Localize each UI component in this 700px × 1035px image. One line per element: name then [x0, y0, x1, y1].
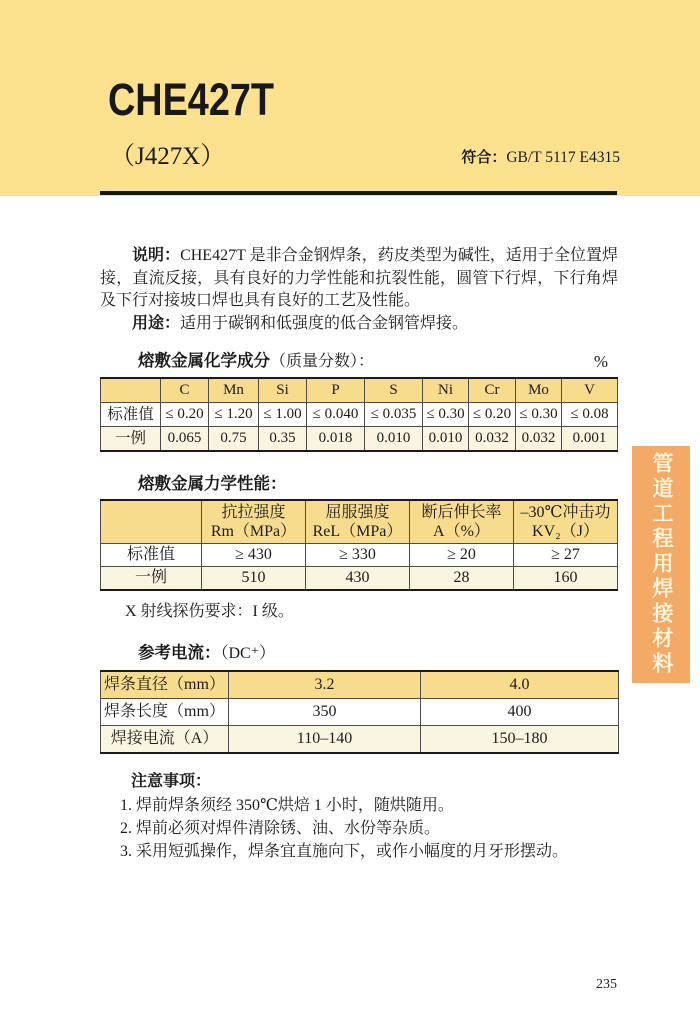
- chem-example-p: 0.018: [307, 426, 365, 451]
- xray-requirement-note: X 射线探伤要求：I 级。: [125, 603, 294, 620]
- description-text: CHE427T 是非合金钢焊条，药皮类型为碱性，适用于全位置焊接，直流反接，具有良好的力学性能和抗裂性能，圆管下行焊，下行角焊及下行对接坡口焊也具有良好的工艺及性能。: [100, 247, 618, 309]
- chem-header-mo: Mo: [516, 378, 562, 403]
- mech-standard-elongation: ≥ 20: [410, 544, 514, 567]
- mech-example-yield: 430: [306, 567, 410, 591]
- chem-standard-ni: ≤ 0.30: [423, 402, 469, 426]
- chem-header-v: V: [562, 378, 618, 403]
- chem-example-mo: 0.032: [516, 426, 562, 451]
- mechanical-properties-table: [100, 499, 618, 591]
- current-length-v1: 350: [229, 699, 421, 726]
- mech-header-impact-unit: KV₂（J）: [532, 523, 599, 540]
- chem-example-label: 一例: [101, 426, 161, 451]
- usage-paragraph: [100, 313, 618, 336]
- mech-standard-label: 标准值: [101, 544, 202, 567]
- mech-standard-row: [101, 544, 618, 567]
- chem-example-row: [101, 426, 618, 451]
- current-length-label: 焊条长度（mm）: [101, 699, 229, 726]
- mech-header-yield-unit: ReL（MPa）: [312, 523, 403, 540]
- chem-standard-label: 标准值: [101, 402, 161, 426]
- chem-example-cr: 0.032: [469, 426, 516, 451]
- chem-header-ni: Ni: [423, 378, 469, 403]
- current-amperage-label: 焊接电流（A）: [101, 726, 229, 754]
- chem-standard-p: ≤ 0.040: [307, 402, 365, 426]
- standard-label: 符合：: [461, 149, 507, 166]
- mech-header-impact-name: –30℃冲击功: [520, 504, 611, 521]
- product-alias: （J427X）: [110, 143, 226, 170]
- mech-example-elongation: 28: [410, 567, 514, 591]
- current-diameter-label: 焊条直径（mm）: [101, 671, 229, 699]
- product-title: CHE427T: [108, 74, 274, 125]
- usage-label: 用途：: [132, 314, 181, 332]
- chem-header-si: Si: [259, 378, 307, 403]
- standard-compliance: [461, 146, 620, 167]
- current-title-bold: 参考电流：: [138, 643, 221, 662]
- chem-standard-s: ≤ 0.035: [365, 402, 423, 426]
- category-side-tab: 管道工程用焊接材料: [632, 446, 690, 683]
- current-amperage-v1: 110–140: [229, 726, 421, 754]
- current-amperage-v2: 150–180: [421, 726, 619, 754]
- mech-header-yield-name: 屈服强度: [325, 504, 390, 521]
- reference-current-table: [100, 670, 619, 754]
- page-number: 235: [596, 977, 617, 992]
- mech-standard-impact: ≥ 27: [514, 544, 618, 567]
- mech-section-title: 熔敷金属力学性能：: [138, 474, 287, 493]
- note-item-3: 3. 采用短弧操作，焊条宜直施向下，或作小幅度的月牙形摆动。: [120, 842, 569, 860]
- chem-example-v: 0.001: [562, 426, 618, 451]
- chem-header-blank: [101, 378, 161, 403]
- chem-example-s: 0.010: [365, 426, 423, 451]
- current-length-row: [101, 699, 619, 726]
- header-divider: [100, 191, 617, 195]
- current-section-title: [100, 642, 618, 666]
- current-length-v2: 400: [421, 699, 619, 726]
- chem-header-row: [101, 378, 618, 403]
- chem-example-ni: 0.010: [423, 426, 469, 451]
- mech-header-row: [101, 500, 618, 544]
- chem-header-p: P: [307, 378, 365, 403]
- mech-example-impact: 160: [514, 567, 618, 591]
- mech-header-blank: [101, 500, 202, 544]
- content-column: [100, 245, 618, 863]
- chem-standard-v: ≤ 0.08: [562, 402, 618, 426]
- chemical-composition-table: [100, 377, 618, 452]
- notes-title: 注意事项：: [131, 773, 212, 790]
- description-paragraph: [100, 245, 618, 313]
- mech-header-impact: [514, 500, 618, 544]
- mech-header-tensile: [202, 500, 306, 544]
- header-banner: [0, 0, 700, 196]
- current-diameter-row: [101, 671, 619, 699]
- chem-section-title: [138, 350, 374, 374]
- chem-example-c: 0.065: [161, 426, 209, 451]
- chem-title-bold: 熔敷金属化学成分: [138, 352, 270, 370]
- chem-standard-mo: ≤ 0.30: [516, 402, 562, 426]
- notes-section: [100, 771, 618, 863]
- mech-header-elongation: [410, 500, 514, 544]
- mech-header-tensile-name: 抗拉强度: [221, 504, 286, 521]
- note-item-2: 2. 焊前必须对焊件清除锈、油、水份等杂质。: [120, 819, 441, 837]
- description-label: 说明：: [132, 247, 181, 264]
- chem-example-si: 0.35: [259, 426, 307, 451]
- current-amperage-row: [101, 726, 619, 754]
- chem-header-mn: Mn: [209, 378, 259, 403]
- mech-header-elongation-unit: A（%）: [433, 523, 490, 540]
- chem-header-cr: Cr: [469, 378, 516, 403]
- chem-header-c: C: [161, 378, 209, 403]
- mech-example-tensile: 510: [202, 567, 306, 591]
- current-diameter-v1: 3.2: [229, 671, 421, 699]
- chem-standard-si: ≤ 1.00: [259, 402, 307, 426]
- chem-title-rest: （质量分数）：: [270, 353, 375, 370]
- note-item-1: 1. 焊前焊条须经 350℃烘焙 1 小时，随烘随用。: [120, 796, 454, 814]
- chem-unit-label: %: [593, 352, 608, 371]
- mech-header-yield: [306, 500, 410, 544]
- current-diameter-v2: 4.0: [421, 671, 619, 699]
- chem-standard-cr: ≤ 0.20: [469, 402, 516, 426]
- mech-header-tensile-unit: Rm（MPa）: [210, 523, 297, 540]
- chem-standard-mn: ≤ 1.20: [209, 402, 259, 426]
- standard-value: GB/T 5117 E4315: [506, 149, 620, 166]
- mech-example-label: 一例: [101, 567, 202, 591]
- chem-example-mn: 0.75: [209, 426, 259, 451]
- mech-header-elongation-name: 断后伸长率: [421, 504, 502, 521]
- mech-example-row: [101, 567, 618, 591]
- chem-section-heading-row: [100, 350, 618, 374]
- chem-standard-c: ≤ 0.20: [161, 402, 209, 426]
- mech-standard-tensile: ≥ 430: [202, 544, 306, 567]
- chem-standard-row: [101, 402, 618, 426]
- usage-text: 适用于碳钢和低强度的低合金钢管焊接。: [180, 314, 469, 332]
- chem-header-s: S: [365, 378, 423, 403]
- mech-standard-yield: ≥ 330: [306, 544, 410, 567]
- current-title-rest: （DC⁺）: [220, 644, 276, 662]
